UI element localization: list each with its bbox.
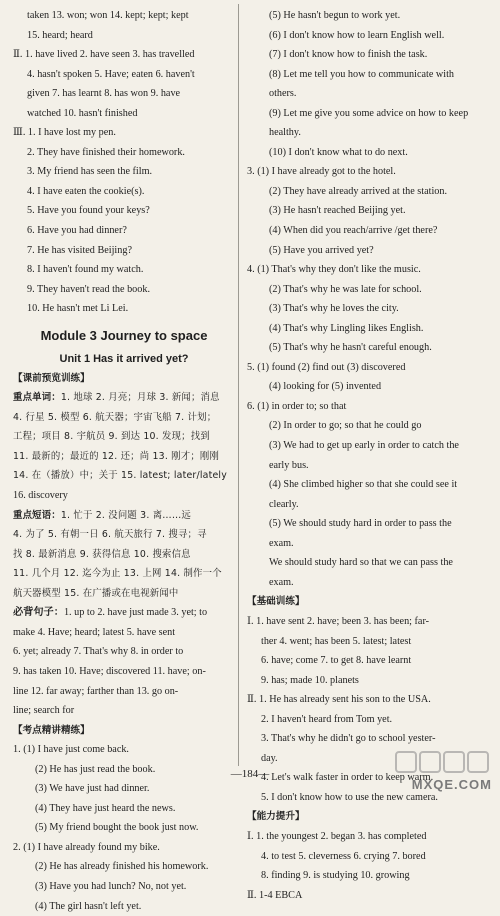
answer-line: (3) That's why he loves the city. [269,303,399,315]
answer-line: Ⅰ. 1. the youngest 2. began 3. has completed [247,830,427,842]
answer-line: 6. (1) in order to; so that [247,400,347,412]
answer-line: (2) They have already arrived at the station. [269,185,448,197]
answer-line: watched 10. hasn't finished [27,107,138,119]
answer-line: 6. have; come 7. to get 8. have learnt [261,655,412,667]
answer-line: 5. I don't know how to use the new camera. [261,791,438,803]
answer-line: Ⅱ. 1. have lived 2. have seen 3. has travelled [13,49,195,61]
answer-line: clearly. [269,498,299,510]
answer-line: line; search for [13,705,75,717]
answer-line: 16. discovery [13,490,68,502]
answer-line: 3. My friend has seen the film. [27,166,153,178]
lead-label: 重点短语： [13,509,61,521]
answer-line: (2) In order to go; so that he could go [269,420,422,432]
answer-line: (9) Let me give you some advice on how to keep [269,107,469,119]
answer-line: Ⅱ. 1. He has already sent his son to the USA. [247,694,431,706]
answer-line: 4. I have eaten the cookie(s). [27,185,145,197]
answer-line: (2) That's why he was late for school. [269,283,422,295]
section-heading: 【基础训练】 [247,596,305,608]
answer-line: 4. 行星 5. 模型 6. 航天器；宇宙飞船 7. 计划； [13,411,217,423]
answer-line: (6) I don't know how to learn English well. [269,29,445,41]
answer-line: (5) Have you arrived yet? [269,244,374,256]
answer-line: 2. I haven't heard from Tom yet. [261,713,393,725]
answer-line: healthy. [269,127,301,139]
answer-line: 重点短语：1. 忙于 2. 没问题 3. 离……远 [13,509,192,521]
answer-line: 9. has taken 10. Have; discovered 11. have; on- [13,665,206,677]
watermark-text: MXQE.COM [411,777,492,792]
answer-line: 5. Have you found your keys? [27,205,150,217]
unit-title: Unit 1 Has it arrived yet? [59,352,189,365]
answer-line: (8) Let me tell you how to communicate with [269,68,455,80]
answer-line: 2. They have finished their homework. [27,146,185,158]
answer-line: 4. to test 5. cleverness 6. crying 7. bored [261,850,426,862]
answer-line: (4) When did you reach/arrive /get there? [269,225,438,237]
answer-line: 10. He hasn't met Li Lei. [27,303,129,315]
answer-line: 重点单词：1. 地球 2. 月亮；月球 3. 新闻；消息 [13,392,220,404]
answer-line: (5) That's why he hasn't careful enough. [269,342,432,354]
answer-line: (2) He has just read the book. [35,763,156,775]
answer-line: 工程；项目 8. 宇航员 9. 到达 10. 发现；找到 [13,431,210,443]
answer-line: 1. (1) I have just come back. [13,744,129,756]
answer-line: 3. That's why he didn't go to school yester- [261,733,436,745]
answer-line: 15. heard; heard [27,29,93,41]
answer-line: 11. 几个月 12. 迄今为止 13. 上网 14. 制作一个 [13,568,222,580]
column-divider [238,4,239,766]
answer-line: line 12. far away; farther than 13. go on- [13,685,179,697]
answer-line: 8. I haven't found my watch. [27,264,144,276]
answer-line: (7) I don't know how to finish the task. [269,49,428,61]
answer-line: taken 13. won; won 14. kept; kept; kept [27,10,189,21]
answer-line: 8. finding 9. is studying 10. growing [261,870,410,882]
section-heading: 【课前预览训练】 [13,372,90,384]
answer-line: exam. [269,576,294,588]
page-number: —184— [230,768,270,780]
answer-line: ther 4. went; has been 5. latest; latest [261,635,412,647]
answer-line: (3) Have you had lunch? No, not yet. [35,880,187,892]
answer-line: 必背句子：1. up to 2. have just made 3. yet; to [13,607,208,619]
answer-line: (4) That's why Lingling likes English. [269,322,424,334]
answer-line: 4. (1) That's why they don't like the music. [247,264,421,276]
answer-line: (5) My friend bought the book just now. [35,822,199,834]
answer-line: 9. They haven't read the book. [27,283,151,295]
answer-line: 4. hasn't spoken 5. Have; eaten 6. haven't [27,68,195,80]
lead-label: 重点单词： [13,392,61,404]
answer-line: 2. (1) I have already found my bike. [13,841,160,853]
answer-line: 3. (1) I have already got to the hotel. [247,166,396,178]
answer-line: 7. He has visited Beijing? [27,244,132,256]
answer-line: 9. has; made 10. planets [261,674,359,686]
answer-line: day. [261,752,278,764]
section-heading: 【考点精讲精练】 [13,724,90,736]
answer-line: We should study hard so that we can pass the [269,557,453,569]
answer-line: (4) looking for (5) invented [269,381,382,393]
answer-line: exam. [269,537,294,549]
answer-line: others. [269,88,297,100]
lead-label: 必背句子： [13,607,64,619]
answer-line: (5) We should study hard in order to pass the [269,518,452,530]
answer-line: 找 8. 最新消息 9. 获得信息 10. 搜索信息 [13,548,191,560]
answer-line: 11. 最新的；最近的 12. 还；尚 13. 刚才；刚刚 [13,450,220,462]
answer-line: 6. yet; already 7. That's why 8. in order to [13,646,184,658]
answer-line: Ⅲ. 1. I have lost my pen. [13,127,116,139]
answer-line: (3) He hasn't reached Beijing yet. [269,205,406,217]
answer-line: (10) I don't know what to do next. [269,146,408,158]
answer-line: (3) We had to get up early in order to catch the [269,440,459,452]
answer-line: early bus. [269,459,309,471]
answer-line: (3) We have just had dinner. [35,783,150,795]
answer-line: (4) The girl hasn't left yet. [35,900,142,912]
answer-line: 航天器模型 15. 在广播或在电视新闻中 [13,587,179,599]
answer-line: (4) They have just heard the news. [35,802,176,814]
answer-line: Ⅱ. 1-4 EBCA [247,889,303,901]
answer-line: Ⅰ. 1. have sent 2. have; been 3. has been; far- [247,615,430,627]
answer-line: (4) She climbed higher so that she could see it [269,479,458,491]
answer-line: (5) He hasn't begun to work yet. [269,10,401,21]
answer-line: 4. Let's walk faster in order to keep warm. [261,772,434,784]
answer-line: 14. 在（播放）中；关于 15. latest; later/lately [13,470,227,482]
answer-line: 5. (1) found (2) find out (3) discovered [247,361,406,373]
answer-line: 6. Have you had dinner? [27,225,127,237]
answer-line: 4. 为了 5. 有朝一日 6. 航天旅行 7. 搜寻；寻 [13,529,207,541]
answer-line: given 7. has learnt 8. has won 9. have [27,88,181,100]
module-title: Module 3 Journey to space [40,327,208,343]
answer-line: (2) He has already finished his homework. [35,861,209,873]
answer-line: make 4. Have; heard; latest 5. have sent [13,626,176,638]
section-heading: 【能力提升】 [247,811,305,823]
